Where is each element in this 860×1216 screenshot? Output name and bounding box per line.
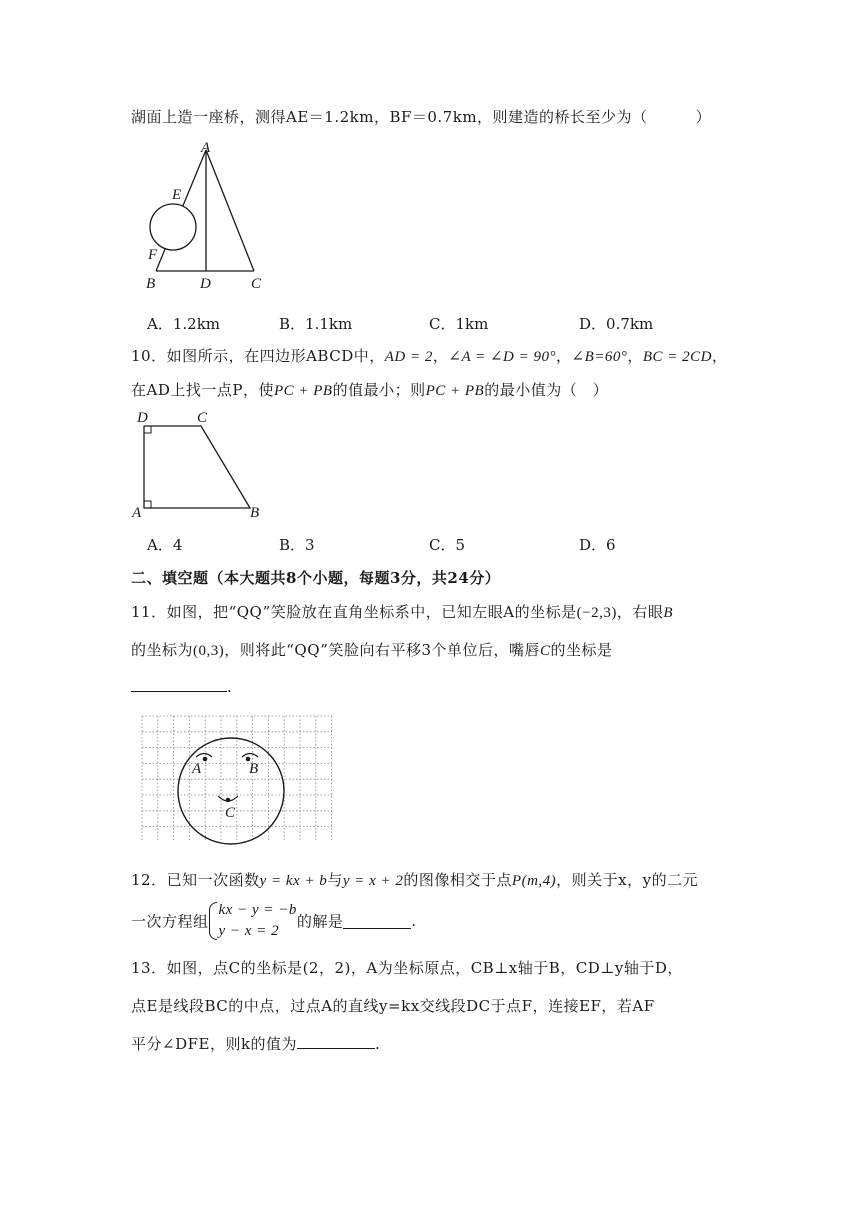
q9-option-b: B．1.1km: [279, 315, 353, 333]
q13-period: .: [375, 1035, 381, 1053]
q13-answer-blank[interactable]: [297, 1034, 375, 1049]
section-heading: 二、填空题（本大题共8个小题，每题3分，共24分）: [131, 569, 501, 587]
q9-stem: [131, 106, 711, 127]
q11-text-5: 的坐标是: [550, 641, 613, 659]
q10-text-4: 的最小值为（ ）: [484, 381, 609, 399]
q11-stem-line3: [131, 677, 232, 696]
q9-label-C: C: [251, 276, 262, 292]
q10-angles: ∠A = ∠D = 90°: [448, 349, 556, 365]
q11-text-4: ，则将此“QQ”笑脸向右平移3个单位后，嘴唇: [224, 641, 541, 659]
q12-eq2: y − x = 2: [218, 923, 280, 939]
q10-bc: BC = 2CD: [642, 349, 713, 365]
q13-stem-line1: 13．如图，点C的坐标是(2，2)，A为坐标原点，CB⊥x轴于B，CD⊥y轴于D，: [131, 959, 683, 977]
q11-mouthC: C: [540, 643, 551, 659]
q9-label-A: A: [201, 140, 211, 156]
q10-expr1: PC + PB: [273, 383, 333, 399]
q11-eye-a-dot: [203, 757, 208, 762]
q10-label-A: A: [132, 505, 142, 521]
q9-label-D: D: [200, 276, 211, 292]
q10-expr2: PC + PB: [425, 383, 485, 399]
q10-label-D: D: [137, 410, 148, 426]
q12-period: .: [411, 912, 417, 930]
q10-option-b: B．3: [279, 536, 315, 554]
q11-period: .: [227, 678, 233, 696]
q11-label-C: C: [225, 805, 236, 821]
q12-stem-line2: [131, 900, 417, 942]
q10-ad: AD = 2: [384, 349, 433, 365]
q11-mouth-c-dot: [226, 798, 231, 803]
q13-text-3: 平分∠DFE，则k的值为: [131, 1035, 298, 1053]
q12-answer-blank[interactable]: [343, 914, 411, 929]
q10-sep: ，: [627, 347, 643, 365]
q11-qq-figure: [140, 714, 336, 844]
q11-stem-line2: [131, 639, 613, 660]
q11-text-1: 11．如图，把“QQ”笑脸放在直角坐标系中，已知左眼A的坐标是: [131, 603, 577, 621]
q9-option-a: A．1.2km: [147, 315, 221, 333]
q11-answer-blank[interactable]: [131, 677, 227, 692]
q12-f2: y = x + 2: [342, 873, 404, 889]
q10-sep: ，: [712, 347, 728, 365]
q12-text-4: ，则关于x，y的二元: [556, 871, 699, 889]
q11-text-3: 的坐标为: [131, 641, 194, 659]
q11-eyeB: B: [663, 605, 674, 621]
q10-stem-line2: [131, 379, 608, 400]
q11-grid: [142, 716, 332, 842]
q12-point: P(m,4): [511, 873, 557, 889]
q9-figure: [140, 138, 280, 298]
q12-equation-system: [209, 900, 297, 942]
q11-coordB: (0,3): [193, 643, 225, 659]
q10-option-c: C．5: [429, 536, 466, 554]
q10-option-a: A．4: [147, 536, 183, 554]
q9-option-d: D．0.7km: [579, 315, 654, 333]
q12-text-2: 与: [327, 871, 343, 889]
q10-label-B: B: [250, 505, 260, 521]
q12-f1: y = kx + b: [259, 873, 328, 889]
q10-figure: [130, 404, 270, 524]
q11-label-B: B: [249, 761, 259, 777]
q10-text-1: 10．如图所示，在四边形ABCD中，: [131, 347, 385, 365]
q10-text-2: 在AD上找一点P，使: [131, 381, 274, 399]
q10-angleB: ∠B=60°: [571, 349, 628, 365]
q9-label-E: E: [172, 187, 182, 203]
q12-eq1: kx − y = −b: [218, 902, 297, 918]
q11-label-A: A: [192, 761, 202, 777]
q12-stem-line1: [131, 869, 698, 890]
q12-text-3: 的图像相交于点: [403, 871, 512, 889]
q10-label-C: C: [197, 410, 208, 426]
q10-sep: ，: [432, 347, 449, 365]
q12-text-5: 一次方程组: [131, 912, 209, 931]
q13-stem-line2: 点E是线段BC的中点，过点A的直线y=kx交线段DC于点F，连接EF，若AF: [131, 997, 655, 1015]
q11-stem-line1: [131, 601, 673, 622]
q11-text-2: ，右眼: [616, 603, 664, 621]
q11-coordA: (−2,3): [576, 605, 617, 621]
q9-option-c: C．1km: [429, 315, 489, 333]
q13-stem-line3: [131, 1033, 380, 1054]
q12-text-6: 的解是: [296, 912, 344, 931]
q12-text-1: 12．已知一次函数: [131, 871, 260, 889]
q9-stem-text: 湖面上造一座桥，测得AE＝1.2km，BF＝0.7km，则建造的桥长至少为（: [131, 108, 648, 126]
q10-sep: ，: [555, 347, 572, 365]
q10-option-d: D．6: [579, 536, 616, 554]
q9-label-F: F: [148, 247, 158, 263]
q9-label-B: B: [146, 276, 156, 292]
q10-text-3: 的值最小；则: [332, 381, 426, 399]
q10-stem-line1: [131, 345, 728, 366]
q9-stem-close: ）: [695, 108, 712, 126]
